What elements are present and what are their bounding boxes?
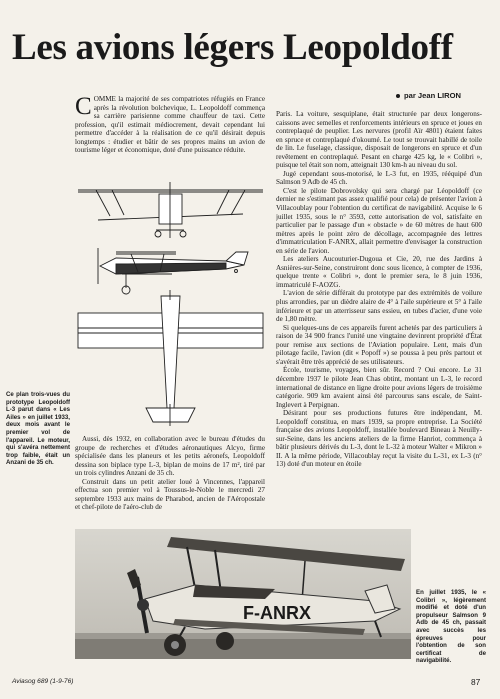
intro-paragraph bbox=[75, 95, 265, 155]
plan-caption: Ce plan trois-vues du prototype Leopoldoff L-3 parut dans « Les Ailes » en juillet 1933, deux mois avant le premier vol de l'appareil. Le moteur, qui s'avéra nettement trop faible, était un Anzani de 35 ch. bbox=[6, 391, 70, 465]
registration-marking: F-ANRX bbox=[243, 603, 311, 623]
paragraph: École, tourisme, voyages, bien sûr. Record ? Oui encore. Le 31 décembre 1937 le pilote Jean Chas obtint, montant un L-3, le record international de distance en ligne droite pour avions légers de troisième catégorie. 909 km avaient ainsi été parcourus sans escale, de Saint-Inglevert à Perpignan. bbox=[276, 366, 482, 409]
front-view-drawing bbox=[78, 182, 263, 238]
page-number: 87 bbox=[471, 677, 481, 687]
paragraph: Construit dans un petit atelier loué à Vincennes, l'appareil effectua son premier vol à Toussus-le-Noble le mercredi 27 septembre 1933 aux mains de Pharabod, ancien de l'Aéropostale et chef-pilote de l'aéro-club de bbox=[75, 477, 265, 512]
byline-text: par Jean LIRON bbox=[404, 91, 461, 100]
paragraph: Jugé cependant sous-motorisé, le L-3 fut, en 1935, rééquipé d'un Salmson 9 Adb de 45 ch. bbox=[276, 169, 482, 187]
intro-text: OMME la majorité de ses compatriotes réfugiés en France après la révolution bolchevique, L. Leopoldoff commença sa carrière parisienne comme chauffeur de taxi. Cette profession, qu'il estimait médiocrement, devait cependant lui permettre d'accéder à la réalisation de ce qu'il désirait depuis longtemps : étudier et bâtir de ses propres mains un avion de tourisme léger et économique, doté d'une puissance réduite. bbox=[75, 95, 265, 155]
paragraph: L'avion de série différait du prototype par des extrémités de voilure plus arrondies, par un dièdre alaire de 4° à l'aile supérieure et 5° à l'aile inférieure et par un atterrisseur sans essieu, en tubes d'acier, d'une voie de 1,80 mètre. bbox=[276, 289, 482, 324]
article-title: Les avions légers Leopoldoff bbox=[12, 27, 453, 68]
left-lower-column bbox=[75, 435, 265, 525]
aircraft-photo bbox=[75, 529, 411, 659]
paragraph: Aussi, dès 1932, en collaboration avec le bureau d'études du groupe de recherches et d'études aéronautiques Alcyo, firme spécialisée dans les planeurs et les petits aéronefs, Leopoldoff dessina son biplace type L-3, biplan de moins de 17 m², tiré par un trois cylindres Anzani de 35 ch. bbox=[75, 435, 265, 478]
biplane-photo-drawing bbox=[75, 529, 411, 659]
top-view-drawing bbox=[78, 290, 263, 426]
byline bbox=[396, 91, 461, 100]
paragraph: Désirant pour ses productions futures être indépendant, M. Leopoldoff constitua, en mars 1939, sa propre entreprise. La Société française des avions Leopoldoff, installée boulevard Bineau à Neuilly-sur-Seine, dans les anciens ateliers de la firme Hanriot, commença à bâtir plusieurs dérivés du L-3, dont le L-32 à moteur Walter « Mikron » II. A la même période, Villacoublay reçut la visite du L-31, ex L-3 (n° 13) doté d'un moteur en étoile bbox=[276, 409, 482, 469]
three-view-plan bbox=[76, 168, 265, 430]
paragraph: Si quelques-uns de ces appareils furent achetés par des particuliers à raison de 34 900 francs l'unité une vingtaine devinrent propriété d'État pour remise aux sections de l'Aviation populaire. Lent, mais d'un pilotage facile, l'avion (dit « Popoff ») se poussa à peu près partout et s'avérait être très apprécié de ses utilisateurs. bbox=[276, 323, 482, 366]
paragraph: C'est le pilote Dobrovolsky qui sera chargé par Léopoldoff (ce dernier ne s'estimant pas assez qualifié pour cela) de présenter l'avion à Villacoublay pour l'obtention du certificat de navigabilité. Acquise le 6 juillet 1935, sous le n° 3593, cette autorisation de vol, satisfaite en particulier par le passage d'un « obstacle » de 60 mètres de haut 600 mètres après le point zéro de décollage, accompagnée des lettres d'immatriculation F-ANRX, allait permettre d'envisager la construction en série de l'avion. bbox=[276, 186, 482, 255]
bullet-icon bbox=[396, 94, 400, 98]
drop-cap: C bbox=[75, 95, 92, 120]
photo-caption: En juillet 1935, le « Colibri », légèrement modifié et doté d'un propulseur Salmson 9 Adb de 45 ch, passait avec succès les épreuves pour l'obtention de son certificat de navigabilité. bbox=[416, 589, 486, 665]
issue-reference: Aviasog 689 (1-9-76) bbox=[12, 678, 74, 685]
side-view-drawing bbox=[98, 248, 248, 294]
paragraph: Paris. La voiture, sesquiplane, était structurée par deux longerons-caissons avec semelles et renforcements intérieurs en spruce et joues en contreplaqué de peuplier. Les nervures (profil Aïr 4801) étaient faites en spruce et contreplaqué d'okoumé. Le tout se trouvait habillé de toile de lin. Le fuselage, classique, disposait de longerons en spruce et d'un revêtement en contreplaqué. Pesant en charge 425 kg, le « Colibri », puisque tel était son nom, atteignait 130 km-h au niveau du sol. bbox=[276, 110, 482, 170]
right-column bbox=[276, 110, 482, 526]
paragraph: Les ateliers Aucouturier-Dugoua et Cie, 20, rue des Jardins à Asnières-sur-Seine, construiront donc sous licence, à compter de 1936, quelque trente « Colibri », dont le premier sera, le 8 juin 1936, immatriculé F-AOZG. bbox=[276, 255, 482, 289]
